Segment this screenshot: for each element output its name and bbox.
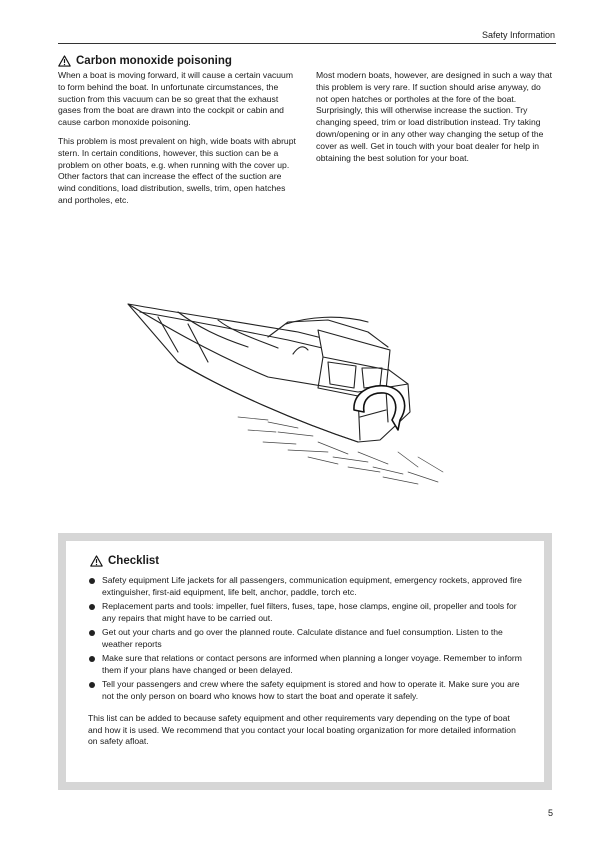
checklist-title-text: Checklist — [108, 555, 160, 567]
checklist-title — [90, 555, 524, 567]
bullet-icon — [89, 604, 95, 610]
checklist-note: This list can be added to because safety equipment and other requirements vary depending on the type of boat and how it is used. We recommend that you contact your local boating organization for more detailed information on safety afloat. — [88, 713, 516, 746]
checklist-item — [88, 601, 524, 624]
section-title — [58, 55, 232, 67]
bullet-icon — [89, 578, 95, 584]
checklist-item-text: Replacement parts and tools: impeller, fuel filters, fuses, tape, hose clamps, engine oil, propeller and tools for any repairs that might have to be carried out. — [102, 601, 517, 623]
right-column — [316, 70, 554, 171]
checklist-panel — [58, 533, 552, 790]
checklist-item — [88, 653, 524, 676]
paragraph: Most modern boats, however, are designed in such a way that this problem is very rare. If suction should arise anyway, do not open hatches or portholes at the fore of the boat. Surprisingly, this will otherwise increase the suction. Try changing speed, trim or load distribution instead. Try taking down/opening or in any other way changing the setup of the cover as well. Get in touch with your boat dealer for help in obtaining the best solution for your boat. — [316, 70, 552, 163]
warning-triangle-icon — [90, 555, 103, 567]
bullet-icon — [89, 682, 95, 688]
section-title-text: Carbon monoxide poisoning — [76, 55, 232, 67]
checklist-item — [88, 627, 524, 650]
left-column — [58, 70, 296, 214]
warning-triangle-icon — [58, 55, 71, 67]
checklist-item-text: Make sure that relations or contact persons are informed when planning a longer voyage. Remember to inform them if your plans have changed or been delayed. — [102, 653, 522, 675]
header-rule — [58, 43, 556, 44]
bullet-icon — [89, 656, 95, 662]
checklist-item — [88, 575, 524, 598]
paragraph: This problem is most prevalent on high, wide boats with abrupt stern. In certain conditions, however, this suction can be a problem on other boats, e.g. when running with the cover up. Other factors that can increase the effect of the suction are wind conditions, load distribution, swells, trim, open hatches and portholes, etc. — [58, 135, 296, 205]
header-section-label: Safety Information — [481, 30, 555, 40]
page-number: 5 — [547, 808, 553, 818]
checklist-items — [88, 575, 524, 702]
bullet-icon — [89, 630, 95, 636]
checklist-item-text: Get out your charts and go over the planned route. Calculate distance and fuel consumption. Listen to the weather reports — [102, 627, 503, 649]
boat-illustration — [118, 292, 458, 492]
paragraph: When a boat is moving forward, it will cause a certain vacuum to form behind the boat. In unfortunate circumstances, the suction from this vacuum can be so great that the exhaust gases from the boat are drawn into the cockpit or cabin and cause carbon monoxide poisoning. — [58, 70, 293, 128]
checklist-content — [66, 541, 544, 782]
checklist-item-text: Safety equipment Life jackets for all passengers, communication equipment, emergency rockets, approved fire extinguisher, first-aid equipment, life belt, anchor, paddle, torch etc. — [102, 575, 522, 597]
checklist-item-text: Tell your passengers and crew where the safety equipment is stored and how to operate it. Make sure you are not the only person on board who knows how to start the boat and operate it safely. — [102, 679, 520, 701]
checklist-item — [88, 679, 524, 702]
